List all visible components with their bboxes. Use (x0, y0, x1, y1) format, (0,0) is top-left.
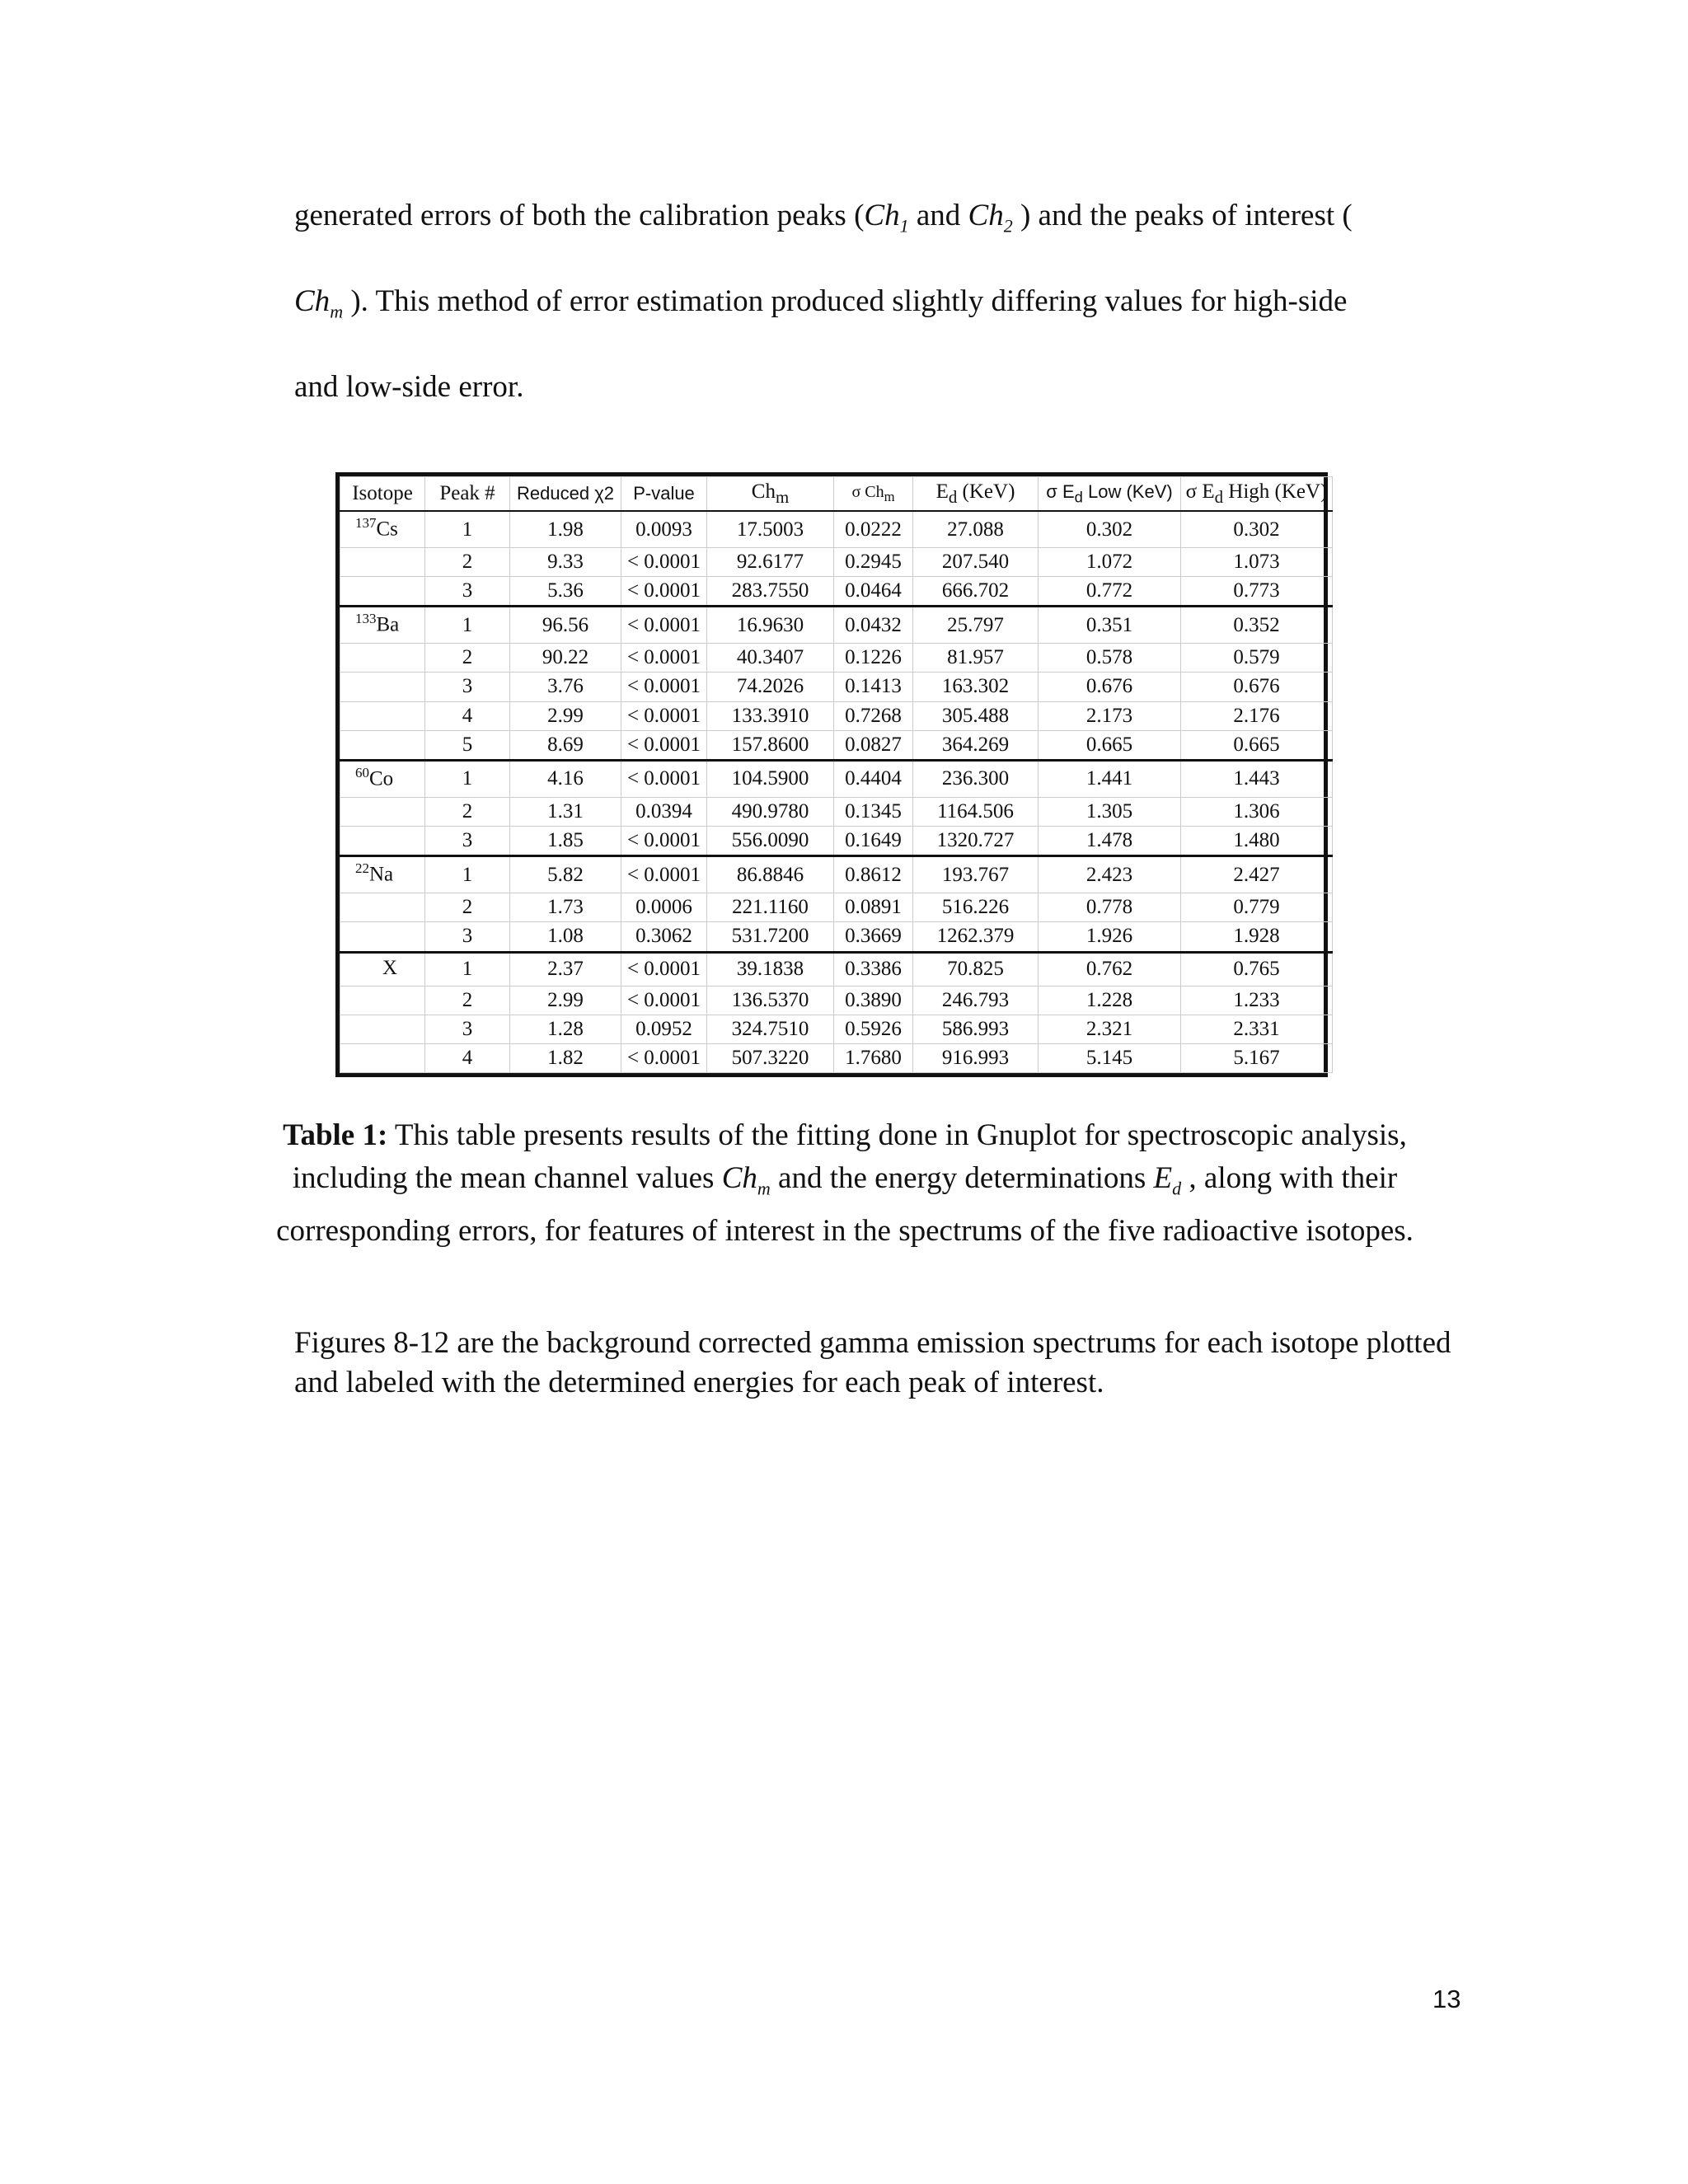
sigma-chm-cell: 0.0432 (834, 607, 913, 644)
header-chm: $Ch_m$ (707, 477, 834, 512)
p-value-cell: < 0.0001 (621, 673, 707, 701)
p-value-cell: < 0.0001 (621, 986, 707, 1015)
sigma-ed-low-cell: 5.145 (1039, 1043, 1181, 1072)
sigma-chm-cell: 0.3669 (834, 922, 913, 952)
p-value-cell: 0.0006 (621, 893, 707, 922)
peak-cell: 3 (425, 922, 510, 952)
p-value-cell: 0.0093 (621, 511, 707, 548)
header-sigma-chm: σ $Ch_m$ (834, 477, 913, 512)
intro-line-3: and low-side error. (294, 370, 524, 404)
sigma-ed-high-cell: 0.352 (1181, 607, 1333, 644)
table-row (340, 511, 1333, 548)
ed-cell: 27.088 (913, 511, 1039, 548)
isotope-cell-empty (340, 986, 425, 1015)
peak-cell: 3 (425, 577, 510, 607)
sigma-ed-low-cell: 1.072 (1039, 548, 1181, 577)
chm-cell: 16.9630 (707, 607, 834, 644)
chi2-cell: 1.85 (510, 826, 621, 855)
isotope-cell-empty (340, 577, 425, 607)
ed-cell: 916.993 (913, 1043, 1039, 1072)
chi2-cell: 1.31 (510, 797, 621, 826)
sigma-ed-low-cell: 1.441 (1039, 760, 1181, 797)
chi2-cell: 1.98 (510, 511, 621, 548)
peak-cell: 5 (425, 730, 510, 760)
chm-cell: 283.7550 (707, 577, 834, 607)
sigma-ed-low-cell: 0.762 (1039, 952, 1181, 986)
isotope-cell: X (340, 952, 425, 986)
sigma-ed-high-cell: 1.928 (1181, 922, 1333, 952)
table-row (340, 826, 1333, 855)
sigma-chm-cell: 0.0891 (834, 893, 913, 922)
table-row (340, 701, 1333, 730)
sigma-chm-cell: 0.0827 (834, 730, 913, 760)
ed-cell: 1320.727 (913, 826, 1039, 855)
chi2-cell: 5.36 (510, 577, 621, 607)
sigma-ed-high-cell: 0.779 (1181, 893, 1333, 922)
chi2-cell: 2.99 (510, 986, 621, 1015)
sigma-ed-high-cell: 5.167 (1181, 1043, 1333, 1072)
chm-cell: 40.3407 (707, 644, 834, 673)
sigma-ed-high-cell: 0.665 (1181, 730, 1333, 760)
sigma-ed-high-cell: 1.443 (1181, 760, 1333, 797)
table-row (340, 893, 1333, 922)
sigma-chm-cell: 0.0464 (834, 577, 913, 607)
sigma-chm-cell: 0.2945 (834, 548, 913, 577)
sigma-ed-low-cell: 2.173 (1039, 701, 1181, 730)
p-value-cell: < 0.0001 (621, 826, 707, 855)
ed-cell: 1262.379 (913, 922, 1039, 952)
sigma-chm-cell: 0.1649 (834, 826, 913, 855)
peak-cell: 1 (425, 760, 510, 797)
isotope-cell: $^{22}$Na (340, 856, 425, 893)
sigma-ed-high-cell: 0.765 (1181, 952, 1333, 986)
ed-cell: 364.269 (913, 730, 1039, 760)
sigma-chm-cell: 0.1413 (834, 673, 913, 701)
table-row (340, 644, 1333, 673)
ed-cell: 70.825 (913, 952, 1039, 986)
sigma-ed-low-cell: 0.351 (1039, 607, 1181, 644)
isotope-cell-empty (340, 1015, 425, 1043)
chm-cell: 133.3910 (707, 701, 834, 730)
sigma-ed-high-cell: 0.676 (1181, 673, 1333, 701)
chm-cell: 324.7510 (707, 1015, 834, 1043)
sigma-ed-low-cell: 0.302 (1039, 511, 1181, 548)
sigma-ed-low-cell: 1.228 (1039, 986, 1181, 1015)
sigma-chm-cell: 0.0222 (834, 511, 913, 548)
chi2-cell: 2.37 (510, 952, 621, 986)
sigma-ed-low-cell: 1.478 (1039, 826, 1181, 855)
chi2-cell: 96.56 (510, 607, 621, 644)
ed-cell: 236.300 (913, 760, 1039, 797)
intro-line-2: $Ch_m$ ). This method of error estimation produced slightly differing values for high-side (294, 284, 1348, 322)
p-value-cell: 0.0952 (621, 1015, 707, 1043)
table-row (340, 548, 1333, 577)
chi2-cell: 2.99 (510, 701, 621, 730)
header-isotope: Isotope (340, 477, 425, 512)
header-ed: $E_d$ (KeV) (913, 477, 1039, 512)
chm-cell: 136.5370 (707, 986, 834, 1015)
ed-cell: 586.993 (913, 1015, 1039, 1043)
sigma-ed-low-cell: 1.926 (1039, 922, 1181, 952)
chm-cell: 221.1160 (707, 893, 834, 922)
p-value-cell: < 0.0001 (621, 856, 707, 893)
sigma-ed-high-cell: 2.427 (1181, 856, 1333, 893)
chm-cell: 531.7200 (707, 922, 834, 952)
ed-cell: 193.767 (913, 856, 1039, 893)
sigma-chm-cell: 0.4404 (834, 760, 913, 797)
sigma-ed-high-cell: 0.302 (1181, 511, 1333, 548)
sigma-ed-high-cell: 0.579 (1181, 644, 1333, 673)
sigma-ed-high-cell: 2.331 (1181, 1015, 1333, 1043)
sigma-chm-cell: 0.3386 (834, 952, 913, 986)
sigma-ed-low-cell: 2.423 (1039, 856, 1181, 893)
chm-cell: 39.1838 (707, 952, 834, 986)
p-value-cell: < 0.0001 (621, 760, 707, 797)
isotope-cell-empty (340, 548, 425, 577)
ed-cell: 207.540 (913, 548, 1039, 577)
isotope-cell: $^{137}$Cs (340, 511, 425, 548)
peak-cell: 1 (425, 856, 510, 893)
peak-cell: 1 (425, 952, 510, 986)
table-row (340, 1015, 1333, 1043)
chi2-cell: 5.82 (510, 856, 621, 893)
chi2-cell: 9.33 (510, 548, 621, 577)
sigma-ed-low-cell: 0.578 (1039, 644, 1181, 673)
chm-cell: 74.2026 (707, 673, 834, 701)
sigma-ed-low-cell: 1.305 (1039, 797, 1181, 826)
ed-cell: 81.957 (913, 644, 1039, 673)
p-value-cell: < 0.0001 (621, 548, 707, 577)
ed-cell: 1164.506 (913, 797, 1039, 826)
sigma-ed-high-cell: 1.480 (1181, 826, 1333, 855)
table-row (340, 856, 1333, 893)
isotope-cell-empty (340, 893, 425, 922)
p-value-cell: < 0.0001 (621, 952, 707, 986)
p-value-cell: 0.3062 (621, 922, 707, 952)
chi2-cell: 1.08 (510, 922, 621, 952)
chm-cell: 104.5900 (707, 760, 834, 797)
peak-cell: 4 (425, 1043, 510, 1072)
isotope-cell-empty (340, 797, 425, 826)
header-peak: Peak # (425, 477, 510, 512)
header-sigma-ed-low: σ $E_d$ Low (KeV) (1039, 477, 1181, 512)
peak-cell: 3 (425, 826, 510, 855)
sigma-ed-high-cell: 2.176 (1181, 701, 1333, 730)
sigma-ed-high-cell: 0.773 (1181, 577, 1333, 607)
peak-cell: 1 (425, 511, 510, 548)
isotope-cell: $^{133}$Ba (340, 607, 425, 644)
isotope-cell-empty (340, 730, 425, 760)
chi2-cell: 8.69 (510, 730, 621, 760)
peak-cell: 2 (425, 893, 510, 922)
table-row (340, 986, 1333, 1015)
isotope-cell-empty (340, 673, 425, 701)
peak-cell: 3 (425, 1015, 510, 1043)
ed-cell: 516.226 (913, 893, 1039, 922)
isotope-cell-empty (340, 826, 425, 855)
table-row (340, 952, 1333, 986)
p-value-cell: < 0.0001 (621, 644, 707, 673)
table-caption: Table 1: This table presents results of the fitting done in Gnuplot for spectroscopic analysis, including the mean channel values $Ch_m$ and the energy determinations $E_d$ , along with their corresponding errors, for features of interest in the spectrums of the five radioactive isotopes. (276, 1118, 1414, 1249)
results-table (335, 472, 1328, 1077)
table-row (340, 1043, 1333, 1072)
table-row (340, 730, 1333, 760)
chi2-cell: 3.76 (510, 673, 621, 701)
ed-cell: 305.488 (913, 701, 1039, 730)
table-row (340, 607, 1333, 644)
chi2-cell: 4.16 (510, 760, 621, 797)
isotope-cell-empty (340, 1043, 425, 1072)
sigma-chm-cell: 0.1345 (834, 797, 913, 826)
chi2-cell: 1.73 (510, 893, 621, 922)
chm-cell: 507.3220 (707, 1043, 834, 1072)
chm-cell: 17.5003 (707, 511, 834, 548)
sigma-ed-low-cell: 0.778 (1039, 893, 1181, 922)
p-value-cell: < 0.0001 (621, 607, 707, 644)
p-value-cell: < 0.0001 (621, 1043, 707, 1072)
peak-cell: 1 (425, 607, 510, 644)
ed-cell: 666.702 (913, 577, 1039, 607)
figures-paragraph: Figures 8-12 are the background corrected gamma emission spectrums for each isotope plotted and labeled with the determined energies for each peak of interest. (294, 1326, 1451, 1399)
chi2-cell: 90.22 (510, 644, 621, 673)
sigma-chm-cell: 0.7268 (834, 701, 913, 730)
sigma-ed-low-cell: 0.772 (1039, 577, 1181, 607)
sigma-ed-low-cell: 0.676 (1039, 673, 1181, 701)
chm-cell: 157.8600 (707, 730, 834, 760)
chm-cell: 490.9780 (707, 797, 834, 826)
ed-cell: 246.793 (913, 986, 1039, 1015)
sigma-ed-high-cell: 1.073 (1181, 548, 1333, 577)
peak-cell: 3 (425, 673, 510, 701)
isotope-cell: $^{60}$Co (340, 760, 425, 797)
peak-cell: 2 (425, 986, 510, 1015)
p-value-cell: < 0.0001 (621, 730, 707, 760)
header-reduced-chi2: Reduced χ2 (510, 477, 621, 512)
p-value-cell: < 0.0001 (621, 577, 707, 607)
sigma-ed-low-cell: 0.665 (1039, 730, 1181, 760)
sigma-chm-cell: 0.1226 (834, 644, 913, 673)
intro-line-1: generated errors of both the calibration peaks ($Ch_1$ and $Ch_2$ ) and the peaks of interest ( (294, 199, 1353, 237)
chm-cell: 86.8846 (707, 856, 834, 893)
p-value-cell: < 0.0001 (621, 701, 707, 730)
chi2-cell: 1.28 (510, 1015, 621, 1043)
ed-cell: 163.302 (913, 673, 1039, 701)
header-sigma-ed-high: σ $E_d$ High (KeV) (1181, 477, 1333, 512)
sigma-chm-cell: 0.5926 (834, 1015, 913, 1043)
p-value-cell: 0.0394 (621, 797, 707, 826)
sigma-ed-low-cell: 2.321 (1039, 1015, 1181, 1043)
sigma-chm-cell: 0.3890 (834, 986, 913, 1015)
peak-cell: 4 (425, 701, 510, 730)
table-header-row (340, 477, 1333, 512)
isotope-cell-empty (340, 922, 425, 952)
sigma-ed-high-cell: 1.306 (1181, 797, 1333, 826)
chm-cell: 556.0090 (707, 826, 834, 855)
table-row (340, 577, 1333, 607)
peak-cell: 2 (425, 548, 510, 577)
isotope-cell-empty (340, 701, 425, 730)
chi2-cell: 1.82 (510, 1043, 621, 1072)
sigma-chm-cell: 1.7680 (834, 1043, 913, 1072)
header-p-value: P-value (621, 477, 707, 512)
page-number: 13 (1432, 1985, 1461, 2013)
chm-cell: 92.6177 (707, 548, 834, 577)
peak-cell: 2 (425, 644, 510, 673)
table-row (340, 760, 1333, 797)
peak-cell: 2 (425, 797, 510, 826)
sigma-chm-cell: 0.8612 (834, 856, 913, 893)
sigma-ed-high-cell: 1.233 (1181, 986, 1333, 1015)
ed-cell: 25.797 (913, 607, 1039, 644)
table-row (340, 797, 1333, 826)
table-row (340, 922, 1333, 952)
table-row (340, 673, 1333, 701)
isotope-cell-empty (340, 644, 425, 673)
